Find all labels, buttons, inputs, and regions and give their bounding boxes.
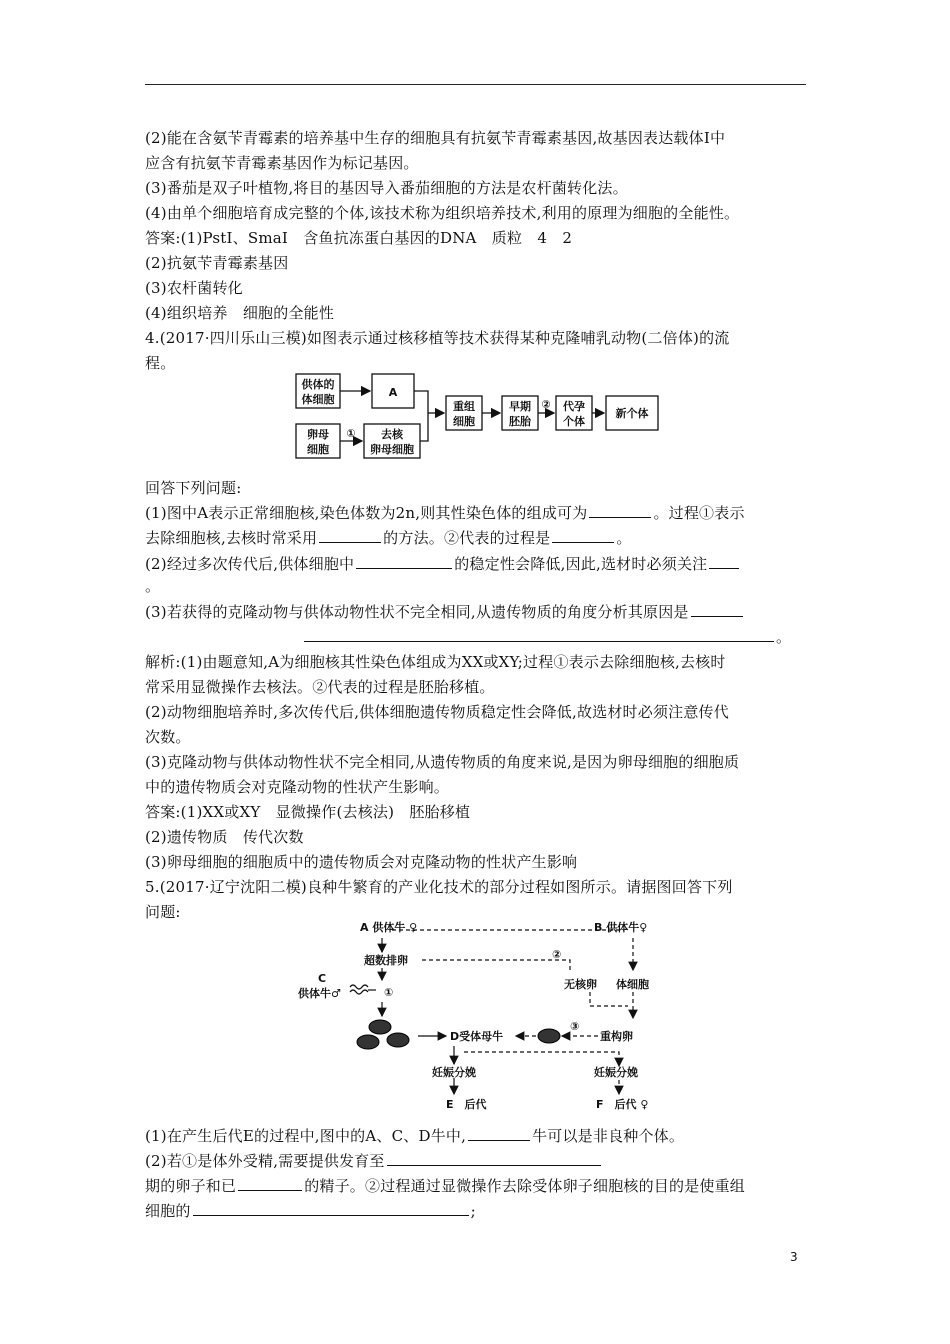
a-cow-label: A 供体牛 ♀ [360, 921, 418, 934]
step-2-label: ② [552, 948, 562, 961]
analysis-line: (2)动物细胞培养时,多次传代后,供体细胞遗传物质稳定性会降低,故选材时必须注意传代 [145, 703, 729, 721]
text-line: 回答下列问题: [145, 479, 242, 497]
question-5-stem: 5.(2017·辽宁沈阳二模)良种牛繁育的产业化技术的部分过程如图所示。请据图回答下列 [145, 878, 733, 896]
enucleated-label: 卵母细胞 [370, 443, 414, 456]
e-offspring-label: E 后代 [446, 1098, 487, 1111]
donor-cell-label: 体细胞 [301, 393, 335, 406]
analysis-line: 次数。 [145, 728, 191, 746]
text-line: (4)由单个细胞培育成完整的个体,该技术称为组织培养技术,利用的原理为细胞的全能性。 [145, 204, 740, 222]
text-line: (2)抗氨苄青霉素基因 [145, 254, 289, 272]
pregnancy-left-label: 妊娠分娩 [432, 1066, 476, 1079]
answer-blank[interactable] [468, 1125, 530, 1141]
nuclear-transfer-flow-diagram [292, 368, 662, 468]
text-line: 应含有抗氨苄青霉素基因作为标记基因。 [145, 154, 419, 172]
surrogate-label: 代孕 [563, 400, 585, 413]
question-line: 细胞的 ; [145, 1202, 476, 1220]
analysis-line: 常采用显微操作去核法。②代表的过程是胚胎移植。 [145, 678, 495, 696]
oocyte-label: 细胞 [307, 443, 329, 456]
step-2-label: ② [541, 398, 551, 411]
header-rule [145, 84, 806, 85]
enucleated-egg-label: 无核卵 [564, 978, 597, 991]
recombined-label: 细胞 [453, 415, 475, 428]
oocyte-label: 卵母 [307, 428, 329, 441]
analysis-line: (3)克隆动物与供体动物性状不完全相同,从遗传物质的角度来说,是因为卵母细胞的细胞质 [145, 753, 740, 771]
question-line: (1)在产生后代E的过程中,图中的A、C、D牛中, 牛可以是非良种个体。 [145, 1127, 685, 1145]
answer-blank[interactable] [387, 1150, 601, 1166]
surrogate-label: 个体 [563, 415, 585, 428]
answer-line: 答案:(1)XX或XY 显微操作(去核法) 胚胎移植 [145, 803, 471, 821]
answer-blank[interactable] [304, 626, 774, 642]
f-offspring-label: F 后代 ♀ [596, 1098, 649, 1111]
c-cow-label: 供体牛♂ [298, 987, 341, 1000]
answer-blank[interactable] [709, 553, 739, 569]
answer-blank[interactable] [193, 1200, 469, 1216]
answer-line: (3)卵母细胞的细胞质中的遗传物质会对克隆动物的性状产生影响 [145, 853, 578, 871]
b-cow-label: B 供体牛♀ [594, 921, 648, 934]
answer-blank[interactable] [589, 502, 651, 518]
early-embryo-label: 胚胎 [509, 415, 531, 428]
text-line: 答案:(1)PstⅠ、SmaⅠ 含鱼抗冻蛋白基因的DNA 质粒 4 2 [145, 229, 573, 247]
question-line: 期的卵子和已 的精子。②过程通过显微操作去除受体卵子细胞核的目的是使重组 [145, 1177, 746, 1195]
d-cow-label: D受体母牛 [450, 1030, 504, 1043]
step-1-label: ① [346, 427, 356, 440]
answer-blank[interactable] [238, 1175, 302, 1191]
text-line: (3)番茄是双子叶植物,将目的基因导入番茄细胞的方法是农杆菌转化法。 [145, 179, 628, 197]
c-label: C [318, 972, 327, 985]
step-3-label: ③ [570, 1020, 580, 1033]
question-line: (2)经过多次传代后,供体细胞中 的稳定性会降低,因此,选材时必须关注 [145, 553, 741, 574]
question-5-stem: 问题: [145, 903, 181, 921]
answer-line: (2)遗传物质 传代次数 [145, 828, 304, 846]
reconstructed-egg-label: 重构卵 [600, 1030, 633, 1043]
answer-blank[interactable] [319, 527, 381, 543]
new-individual-label: 新个体 [615, 407, 649, 420]
analysis-line: 中的遗传物质会对克隆动物的性状产生影响。 [145, 778, 450, 796]
text-line: (2)能在含氨苄青霉素的培养基中生存的细胞具有抗氨苄青霉素基因,故基因表达载体Ⅰ中 [145, 129, 726, 147]
page-number: 3 [790, 1250, 798, 1264]
donor-cell-label: 供体的 [301, 378, 335, 391]
answer-blank[interactable] [691, 601, 743, 617]
question-line: (1)图中A表示正常细胞核,染色体数为2n,则其性染色体的组成可为 。过程①表示 [145, 504, 745, 522]
enucleated-label: 去核 [381, 428, 403, 441]
answer-blank[interactable] [356, 553, 452, 569]
question-line: (2)若①是体外受精,需要提供发育至 [145, 1150, 603, 1171]
a-label: A [388, 386, 398, 399]
analysis-line: 解析:(1)由题意知,A为细胞核其性染色体组成为XX或XY;过程①表示去除细胞核,去核时 [145, 653, 726, 671]
somatic-cell-label: 体细胞 [616, 978, 649, 991]
question-line: (3)若获得的克隆动物与供体动物性状不完全相同,从遗传物质的角度分析其原因是 [145, 601, 745, 622]
question-line: 去除细胞核,去核时常采用 的方法。②代表的过程是 。 [145, 529, 632, 547]
question-4-stem: 程。 [145, 354, 176, 372]
pregnancy-right-label: 妊娠分娩 [594, 1066, 638, 1079]
question-line: 。 [302, 626, 791, 647]
reconstructed-egg-cell [538, 1029, 560, 1043]
answer-blank[interactable] [552, 527, 614, 543]
egg-cell [369, 1020, 391, 1034]
text-line: (4)组织培养 细胞的全能性 [145, 304, 335, 322]
text-line: (3)农杆菌转化 [145, 279, 243, 297]
recombined-label: 重组 [453, 400, 475, 413]
cattle-breeding-diagram [294, 918, 674, 1118]
step-1-label: ① [384, 986, 394, 999]
egg-cell [357, 1035, 379, 1049]
egg-cell [387, 1033, 409, 1047]
early-embryo-label: 早期 [509, 400, 531, 413]
question-4-stem: 4.(2017·四川乐山三模)如图表示通过核移植等技术获得某种克隆哺乳动物(二倍体)的流 [145, 329, 730, 347]
superovulation-label: 超数排卵 [364, 954, 408, 967]
text-line: 。 [145, 577, 161, 595]
